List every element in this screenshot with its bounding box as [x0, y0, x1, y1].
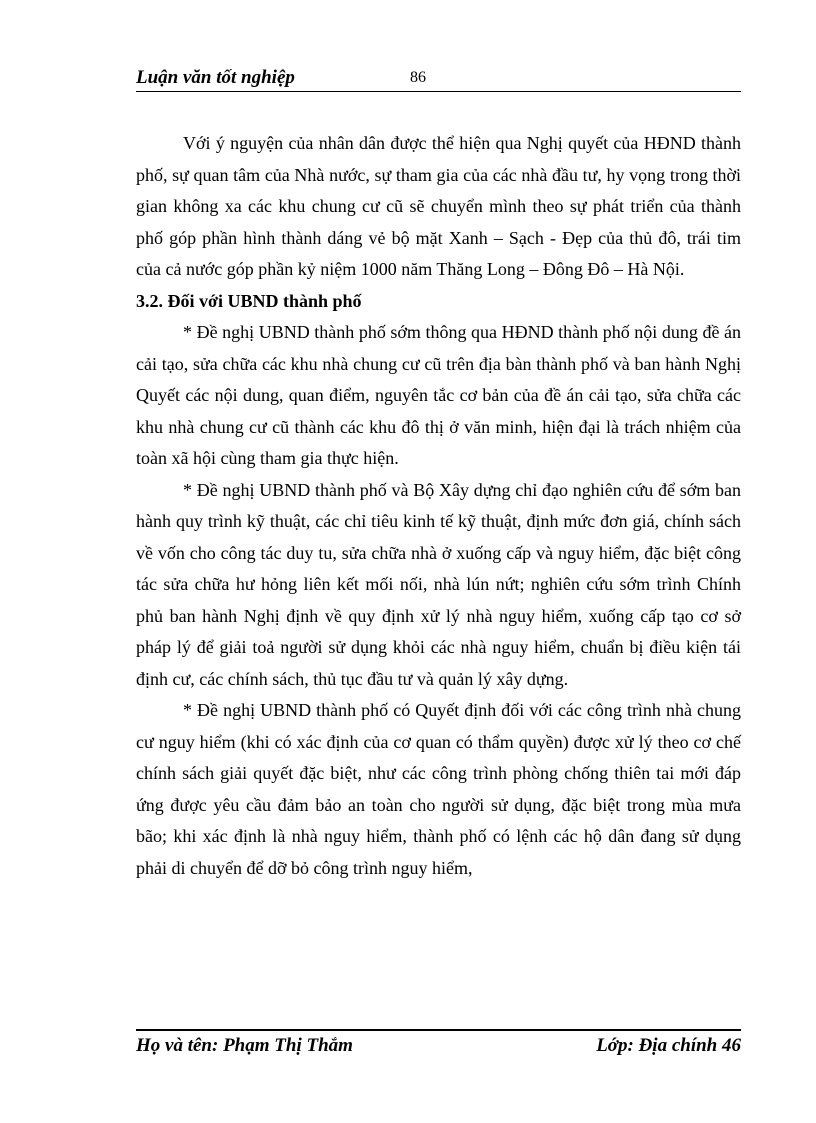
page-header — [136, 66, 741, 90]
header-divider — [136, 91, 741, 92]
page-footer — [136, 1032, 741, 1060]
thesis-title: Luận văn tốt nghiệp — [136, 67, 295, 88]
page-number: 86 — [410, 69, 426, 86]
paragraph-recommendation-1: * Đề nghị UBND thành phố sớm thông qua HĐND thành phố nội dung đề án cải tạo, sửa chữa các khu nhà chung cư cũ trên địa bàn thành phố và ban hành Nghị Quyết các nội dung, quan điểm, nguyên tắc cơ bản của đề án cải tạo, sửa chữa các khu nhà chung cư cũ thành các khu đô thị ở văn minh, hiện đại là trách nhiệm của toàn xã hội cùng tham gia thực hiện. — [136, 322, 741, 468]
class-name: Lớp: Địa chính 46 — [596, 1035, 741, 1056]
author-name: Họ và tên: Phạm Thị Thắm — [136, 1035, 353, 1056]
footer-divider — [136, 1029, 741, 1031]
paragraph-conclusion: Với ý nguyện của nhân dân được thể hiện qua Nghị quyết của HĐND thành phố, sự quan tâm của Nhà nước, sự tham gia của các nhà đầu tư, hy vọng trong thời gian không xa các khu chung cư cũ sẽ chuyển mình theo sự phát triển của thành phố góp phần hình thành dáng vẻ bộ mặt Xanh – Sạch - Đẹp của thủ đô, trái tim của cả nước góp phần kỷ niệm 1000 năm Thăng Long – Đông Đô – Hà Nội. — [136, 133, 741, 279]
page-body — [136, 128, 741, 884]
paragraph-recommendation-2: * Đề nghị UBND thành phố và Bộ Xây dựng chỉ đạo nghiên cứu để sớm ban hành quy trình kỹ thuật, các chỉ tiêu kinh tế kỹ thuật, định mức đơn giá, chính sách về vốn cho công tác duy tu, sửa chữa nhà ở xuống cấp và nguy hiểm, đặc biệt công tác sửa chữa hư hỏng liên kết mối nối, nhà lún nứt; nghiên cứu sớm trình Chính phủ ban hành Nghị định về quy định xử lý nhà nguy hiểm, xuống cấp tạo cơ sở pháp lý để giải toả người sử dụng khỏi các nhà nguy hiểm, chuẩn bị điều kiện tái định cư, các chính sách, thủ tục đầu tư và quản lý xây dựng. — [136, 479, 741, 689]
section-heading: 3.2. Đối với UBND thành phố — [136, 290, 362, 311]
paragraph-recommendation-3: * Đề nghị UBND thành phố có Quyết định đối với các công trình nhà chung cư nguy hiểm (khi có xác định của cơ quan có thẩm quyền) được xử lý theo cơ chế chính sách giải quyết đặc biệt, như các công trình phòng chống thiên tai mới đáp ứng được yêu cầu đảm bảo an toàn cho người sử dụng, đặc biệt trong mùa mưa bão; khi xác định là nhà nguy hiểm, thành phố có lệnh các hộ dân đang sử dụng phải di chuyển để dỡ bỏ công trình nguy hiểm, — [136, 700, 741, 878]
